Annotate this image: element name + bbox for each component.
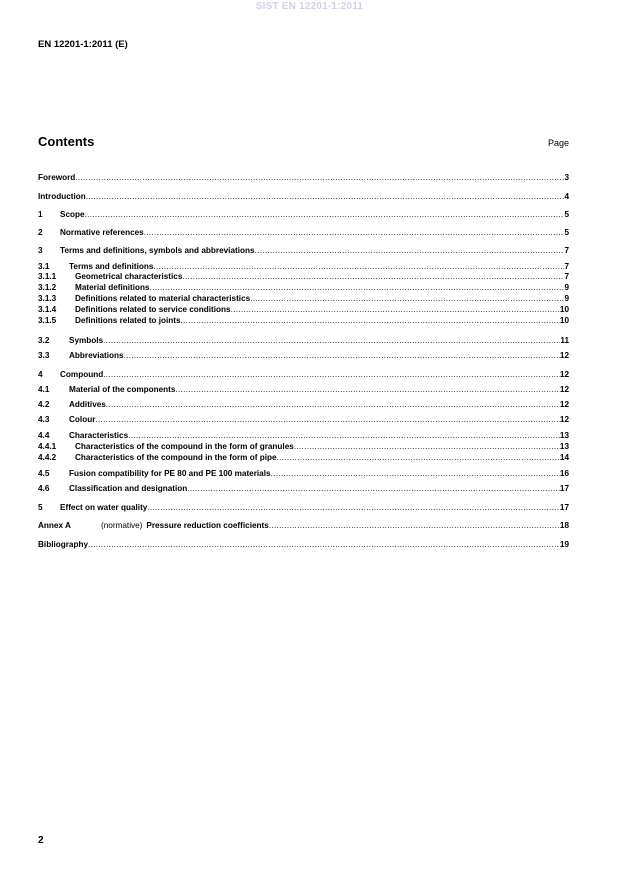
toc-entry-number: 3.1.2 — [38, 283, 57, 292]
toc-leader-dots — [85, 210, 565, 220]
toc-entry-number: 2 — [38, 228, 43, 237]
toc-entry-page: 7 — [564, 272, 569, 281]
toc-entry-bibliography[interactable] — [38, 540, 569, 550]
toc-leader-dots — [95, 415, 560, 425]
toc-leader-dots — [182, 272, 564, 282]
toc-entry-title: Definitions related to material characteristics — [75, 294, 251, 303]
toc-entry-4-3[interactable] — [38, 415, 569, 425]
toc-entry-title: Characteristics of the compound in the form of granules — [75, 442, 294, 451]
toc-entry-number: 1 — [38, 210, 43, 219]
toc-entry-number: 3.1.5 — [38, 316, 57, 325]
toc-leader-dots — [255, 246, 565, 256]
toc-entry-number: 4.4.1 — [38, 442, 57, 451]
toc-entry-number: 4.4.2 — [38, 453, 57, 462]
toc-entry-page: 9 — [564, 294, 569, 303]
toc-entry-number: 3.2 — [38, 336, 50, 345]
toc-leader-dots — [150, 283, 565, 293]
toc-entry-2[interactable] — [38, 228, 569, 238]
toc-entry-title: Characteristics — [69, 431, 129, 440]
toc-entry-5[interactable] — [38, 503, 569, 513]
toc-entry-4-5[interactable] — [38, 469, 569, 479]
toc-entry-page: 17 — [559, 484, 569, 493]
toc-entry-3[interactable] — [38, 246, 569, 256]
contents-title: Contents — [38, 134, 95, 149]
toc-entry-title: Effect on water quality — [60, 503, 148, 512]
toc-entry-number: 4.5 — [38, 469, 50, 478]
toc-entry-foreword[interactable] — [38, 173, 569, 183]
toc-entry-qualifier: (normative) — [101, 521, 143, 530]
toc-entry-3-2[interactable] — [38, 336, 569, 346]
toc-leader-dots — [86, 192, 565, 202]
toc-leader-dots — [103, 370, 560, 380]
toc-entry-introduction[interactable] — [38, 192, 569, 202]
toc-entry-3-3[interactable] — [38, 351, 569, 361]
toc-leader-dots — [250, 294, 564, 304]
toc-entry-page: 7 — [564, 246, 569, 255]
toc-entry-number: 4.1 — [38, 385, 50, 394]
toc-entry-title: Fusion compatibility for PE 80 and PE 100 materials — [69, 469, 271, 478]
toc-entry-4[interactable] — [38, 370, 569, 380]
toc-entry-number: 3.1.1 — [38, 272, 57, 281]
toc-entry-1[interactable] — [38, 210, 569, 220]
toc-entry-4-4[interactable] — [38, 431, 569, 441]
toc-entry-page: 12 — [559, 370, 569, 379]
toc-leader-dots — [147, 503, 560, 513]
toc-entry-3-1-5[interactable] — [38, 316, 569, 326]
toc-leader-dots — [294, 442, 560, 452]
toc-entry-page: 5 — [564, 210, 569, 219]
toc-entry-title: Geometrical characteristics — [75, 272, 183, 281]
toc-entry-number: 3.1 — [38, 262, 50, 271]
toc-leader-dots — [175, 385, 559, 395]
toc-entry-number: 5 — [38, 503, 43, 512]
toc-entry-number: 3.3 — [38, 351, 50, 360]
toc-entry-title: Definitions related to service conditions — [75, 305, 231, 314]
toc-entry-page: 10 — [559, 316, 569, 325]
page-column-label: Page — [547, 138, 569, 148]
toc-entry-3-1-4[interactable] — [38, 305, 569, 315]
toc-entry-title: Additives — [69, 400, 106, 409]
toc-leader-dots — [75, 173, 564, 183]
toc-entry-title: Classification and designation — [69, 484, 188, 493]
toc-entry-title: Material of the components — [69, 385, 176, 394]
toc-leader-dots — [103, 336, 560, 346]
toc-entry-title: Terms and definitions, symbols and abbreviations — [60, 246, 255, 255]
toc-entry-page: 13 — [559, 442, 569, 451]
toc-entry-title: Foreword — [38, 173, 76, 182]
toc-entry-4-1[interactable] — [38, 385, 569, 395]
toc-entry-page: 18 — [559, 521, 569, 530]
toc-entry-number: 3.1.3 — [38, 294, 57, 303]
toc-entry-page: 19 — [559, 540, 569, 549]
toc-entry-page: 5 — [564, 228, 569, 237]
toc-entry-title: Colour — [69, 415, 96, 424]
toc-entry-number: 4.3 — [38, 415, 50, 424]
toc-entry-title: Bibliography — [38, 540, 89, 549]
toc-entry-page: 10 — [559, 305, 569, 314]
toc-entry-3-1-1[interactable] — [38, 272, 569, 282]
toc-entry-page: 12 — [559, 351, 569, 360]
toc-entry-title: Scope — [60, 210, 85, 219]
toc-entry-page: 17 — [559, 503, 569, 512]
toc-entry-title: Definitions related to joints — [75, 316, 181, 325]
toc-leader-dots — [128, 431, 560, 441]
toc-entry-page: 16 — [559, 469, 569, 478]
toc-entry-page: 12 — [559, 400, 569, 409]
toc-entry-page: 13 — [559, 431, 569, 440]
toc-entry-number: 3 — [38, 246, 43, 255]
toc-entry-number: 4.6 — [38, 484, 50, 493]
toc-entry-title: Pressure reduction coefficients — [146, 521, 269, 530]
toc-entry-title: Introduction — [38, 192, 86, 201]
toc-entry-number: 4 — [38, 370, 43, 379]
toc-entry-page: 7 — [564, 262, 569, 271]
toc-leader-dots — [124, 351, 560, 361]
toc-entry-page: 9 — [564, 283, 569, 292]
toc-entry-title: Material definitions — [75, 283, 150, 292]
toc-leader-dots — [277, 453, 560, 463]
toc-entry-title: Normative references — [60, 228, 144, 237]
watermark: SIST EN 12201-1:2011 — [255, 1, 364, 12]
toc-entry-3-1-3[interactable] — [38, 294, 569, 304]
toc-entry-3-1-2[interactable] — [38, 283, 569, 293]
toc-entry-number: Annex A — [38, 521, 71, 530]
toc-entry-title: Terms and definitions — [69, 262, 154, 271]
toc-entry-4-4-1[interactable] — [38, 442, 569, 452]
page-number: 2 — [38, 835, 44, 846]
toc-leader-dots — [269, 521, 560, 531]
toc-leader-dots — [88, 540, 560, 550]
toc-leader-dots — [144, 228, 565, 238]
toc-entry-3-1[interactable] — [38, 262, 569, 272]
toc-leader-dots — [187, 484, 560, 494]
toc-entry-page: 3 — [564, 173, 569, 182]
toc-entry-annex-a[interactable] — [38, 521, 569, 531]
toc-entry-4-4-2[interactable] — [38, 453, 569, 463]
toc-entry-page: 14 — [559, 453, 569, 462]
toc-leader-dots — [106, 400, 560, 410]
toc-entry-page: 12 — [559, 385, 569, 394]
toc-entry-4-2[interactable] — [38, 400, 569, 410]
toc-leader-dots — [153, 262, 564, 272]
toc-entry-number: 3.1.4 — [38, 305, 57, 314]
toc-entry-page: 12 — [559, 415, 569, 424]
toc-entry-title: Characteristics of the compound in the form of pipe — [75, 453, 277, 462]
toc-entry-page: 11 — [560, 336, 569, 345]
toc-entry-number: 4.2 — [38, 400, 50, 409]
toc-leader-dots — [271, 469, 560, 479]
toc-entry-title: Symbols — [69, 336, 104, 345]
toc-leader-dots — [181, 316, 560, 326]
document-id: EN 12201-1:2011 (E) — [38, 39, 128, 50]
toc-entry-title: Abbreviations — [69, 351, 124, 360]
toc-entry-page: 4 — [564, 192, 569, 201]
toc-entry-4-6[interactable] — [38, 484, 569, 494]
toc-leader-dots — [231, 305, 560, 315]
toc-entry-number: 4.4 — [38, 431, 50, 440]
toc-entry-title: Compound — [60, 370, 104, 379]
